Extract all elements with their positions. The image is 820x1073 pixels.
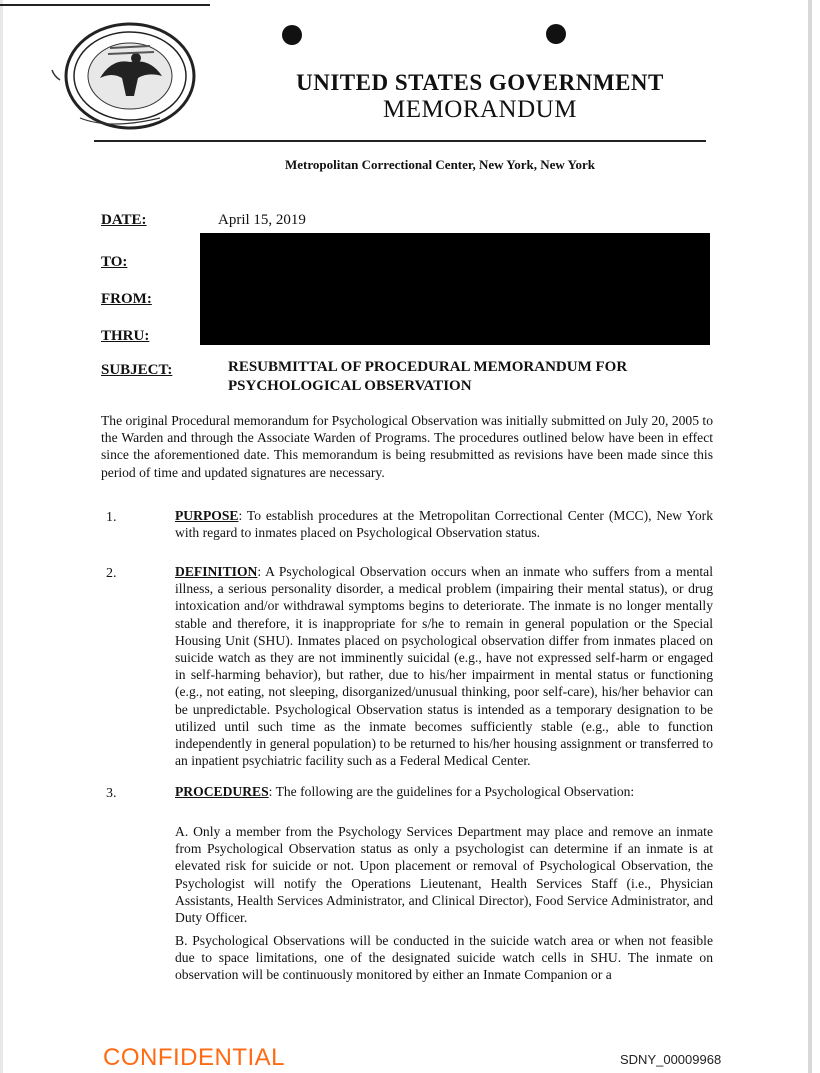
- redaction-block: [200, 233, 710, 345]
- section-3a-paragraph: A. Only a member from the Psychology Services Department may place and remove an inmate from Psychological Observation status as only a psychologist can determine if an inmate is at elevated risk for suicide or not. Upon placement or removal of Psychological Observation, the Psychologist will notify the Operations Lieutenant, Health Services Staff (i.e., Physician Assistants, Health Services Administrator, and Clinical Director), Food Service Administrator, and Duty Officer.: [175, 824, 713, 926]
- thru-label: THRU:: [101, 328, 150, 344]
- section-1-text: : To establish procedures at the Metropolitan Correctional Center (MCC), New York with regard to inmates placed on Psychological Observation status.: [175, 508, 713, 541]
- header-title-line1: UNITED STATES GOVERNMENT: [296, 70, 664, 95]
- section-1-keyword: PURPOSE: [175, 508, 239, 523]
- section-2-definition: [175, 563, 713, 769]
- subject-value: RESUBMITTAL OF PROCEDURAL MEMORANDUM FOR PSYCHOLOGICAL OBSERVATION: [228, 359, 628, 394]
- scan-top-line: [0, 4, 210, 6]
- section-1-purpose: [175, 507, 713, 541]
- subject-label: SUBJECT:: [101, 362, 173, 378]
- section-3-procedures: [175, 783, 713, 800]
- section-1-number: 1.: [106, 510, 117, 525]
- header-location: Metropolitan Correctional Center, New York, New York: [284, 157, 596, 172]
- punch-hole-left: [282, 25, 302, 45]
- intro-paragraph: The original Procedural memorandum for Psychological Observation was initially submitted on July 20, 2005 to the Warden and through the Associate Warden of Programs. The procedures outlined below have been in effect since the aforementioned date. This memorandum is being resubmitted as revisions have been made since this period of time and updated signatures are necessary.: [101, 413, 713, 480]
- punch-hole-right: [546, 24, 566, 44]
- section-3-text: : The following are the guidelines for a Psychological Observation:: [268, 784, 635, 799]
- from-label: FROM:: [101, 291, 152, 307]
- header-divider: [94, 140, 706, 142]
- section-2-keyword: DEFINITION: [175, 564, 258, 579]
- date-label: DATE:: [101, 212, 147, 228]
- confidential-stamp: CONFIDENTIAL: [103, 1044, 286, 1071]
- header-title-line2: MEMORANDUM: [383, 96, 577, 123]
- to-label: TO:: [101, 254, 128, 270]
- date-value: April 15, 2019: [218, 212, 306, 228]
- section-2-number: 2.: [106, 566, 117, 581]
- bates-number: SDNY_00009968: [620, 1052, 722, 1067]
- section-3b-paragraph: B. Psychological Observations will be conducted in the suicide watch area or when not feasible due to space limitations, one of the designated suicide watch cells in SHU. The inmate on observation will be continuously monitored by either an Inmate Companion or a: [175, 933, 713, 983]
- section-3-keyword: PROCEDURES: [175, 784, 269, 799]
- section-3-number: 3.: [106, 786, 117, 801]
- section-2-text: : A Psychological Observation occurs when an inmate who suffers from a mental illness, a serious personality disorder, a medical problem (impairing their mental status), or drug intoxication and/or withdrawal symptoms begins to deteriorate. The inmate is no longer mentally stable and therefore, it is inappropriate for s/he to remain in general population or the Special Housing Unit (SHU). Inmates placed on psychological observation differ from inmates placed on suicide watch as they are not imminently suicidal (e.g., have not expressed self-harm or engaged in self-harming behavior), but rather, due to his/her impairment in mental status or functioning (e.g., not eating, not sleeping, disorganized/unusual thinking, poor self-care), his/her behavior can be unpredictable. Psychological Observation status is intended as a temporary designation to be utilized until such time as the inmate becomes sufficiently stable (e.g., able to function independently in general population) to be returned to his/her housing assignment or transferred to an inpatient psychiatric facility such as a Federal Medical Center.: [175, 564, 713, 769]
